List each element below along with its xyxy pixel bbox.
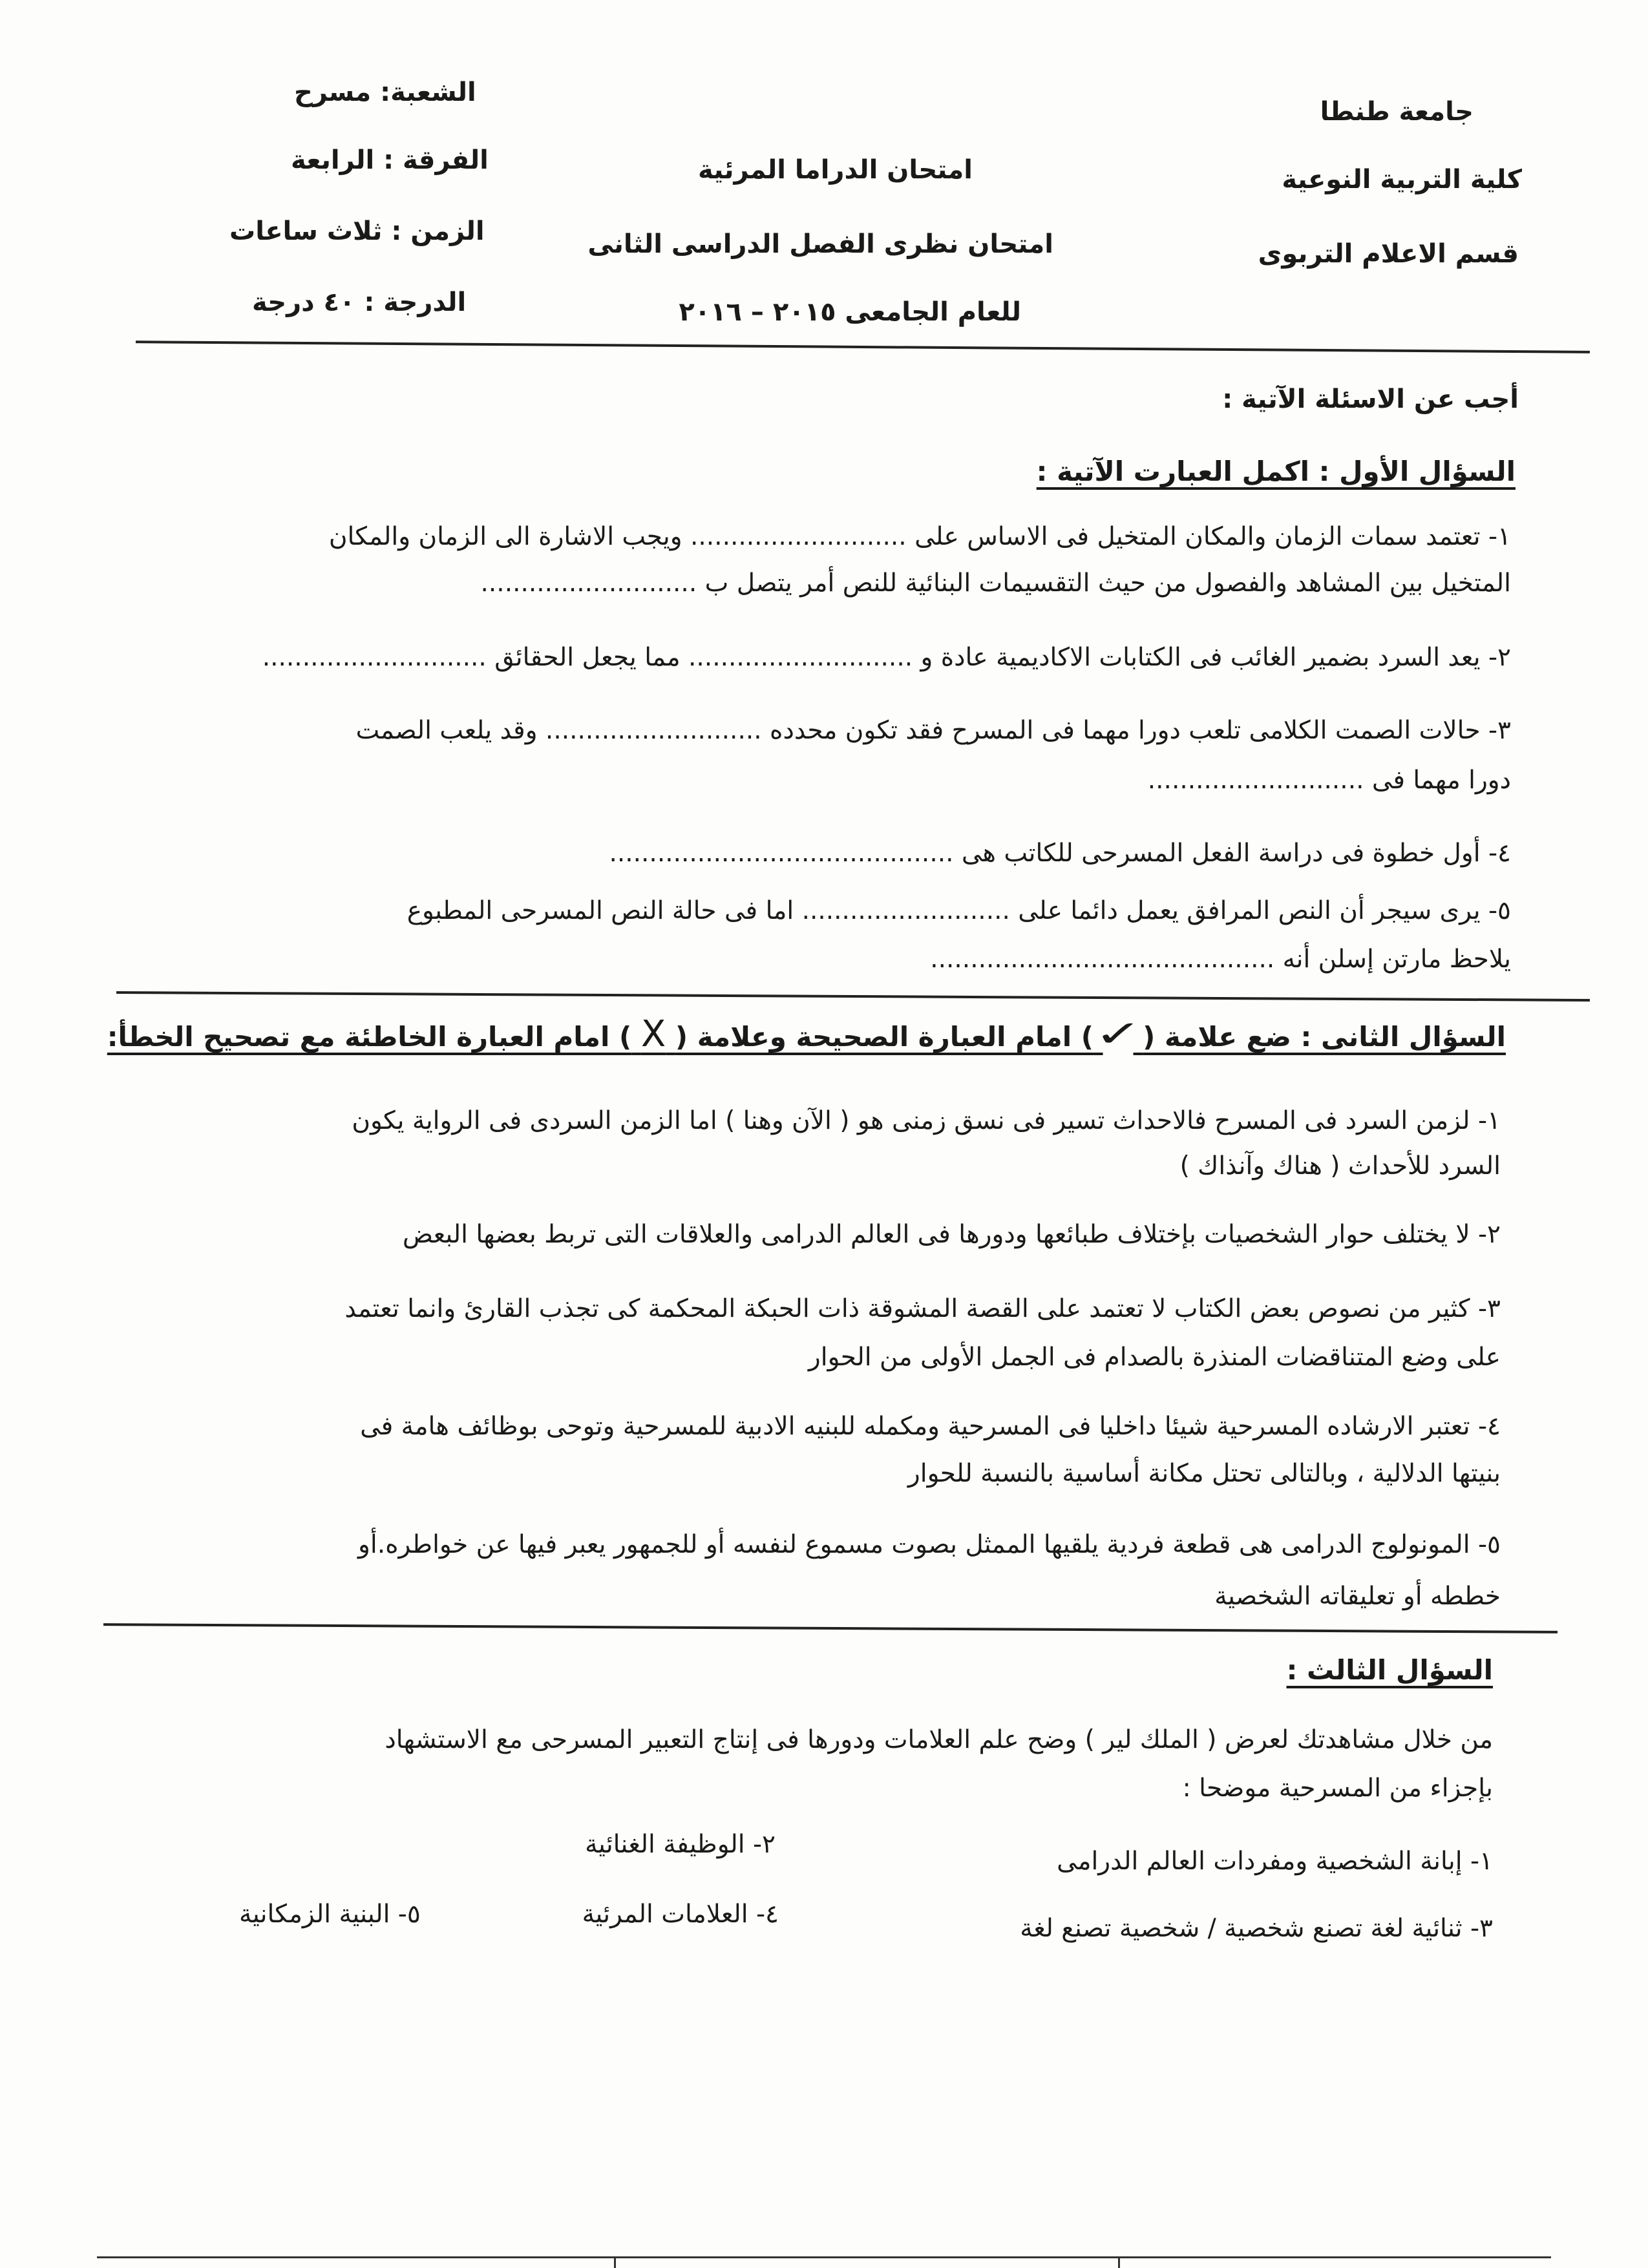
q3-prompt-line-1: من خلال مشاهدتك لعرض ( الملك لير ) وضح علم العلامات ودورها فى إنتاج التعبير المسرحى مع الاستشهاد — [385, 1725, 1493, 1754]
q2-title — [107, 1013, 1506, 1055]
q3-option-3: ٣- ثنائية لغة تصنع شخصية / شخصية تصنع لغة — [1020, 1914, 1493, 1943]
q1-item-2: ٢- يعد السرد بضمير الغائب فى الكتابات الاكاديمية عادة و ............................ مما يجعل الحقائق ............................ — [262, 643, 1511, 672]
q1-item-3-line-1: ٣- حالات الصمت الكلامى تلعب دورا مهما فى المسرح فقد تكون محدده ........................... وقد يلعب الصمت — [355, 716, 1511, 745]
q1-item-5-line-1: ٥- يرى سيجر أن النص المرافق يعمل دائما على .......................... اما فى حالة النص المسرحى المطبوع — [407, 896, 1511, 925]
q1-title: السؤال الأول : اكمل العبارت الآتية : — [1036, 456, 1516, 487]
footer-table-tick-right — [1118, 2256, 1120, 2268]
footer-table-tick-left — [614, 2256, 616, 2268]
exam-type: امتحان نظرى الفصل الدراسى الثانى — [587, 229, 1053, 259]
q2-item-3-line-2: على وضع المتناقضات المنذرة بالصدام فى الجمل الأولى من الحوار — [808, 1343, 1501, 1372]
q2-title-part-b: ) امام العبارة الصحيحة وعلامة ( — [675, 1021, 1093, 1053]
header-divider — [136, 341, 1590, 353]
level-label: الفرقة : الرابعة — [291, 145, 489, 175]
footer-table-edge — [97, 2256, 1551, 2258]
q2-item-3-line-1: ٣- كثير من نصوص بعض الكتاب لا تعتمد على القصة المشوقة ذات الحبكة المحكمة كى تجذب القارئ وانما تعتمد — [344, 1294, 1501, 1323]
q3-option-5: ٥- البنية الزمكانية — [239, 1900, 421, 1929]
x-mark-icon: X — [640, 1013, 666, 1055]
q1-divider — [116, 991, 1590, 1002]
q2-item-1-line-1: ١- لزمن السرد فى المسرح فالاحداث تسير فى نسق زمنى هو ( الآن وهنا ) اما الزمن السردى فى الرواية يكون — [352, 1106, 1501, 1135]
q2-item-5-line-1: ٥- المونولوج الدرامى هى قطعة فردية يلقيها الممثل بصوت مسموع لنفسه أو للجمهور يعبر فيها عن خواطره.أو — [358, 1530, 1501, 1559]
q3-option-1: ١- إبانة الشخصية ومفردات العالم الدرامى — [1057, 1847, 1493, 1876]
q3-option-2: ٢- الوظيفة الغنائية — [585, 1830, 776, 1859]
q1-item-4: ٤- أول خطوة فى دراسة الفعل المسرحى للكاتب هى ........................................... — [609, 839, 1511, 868]
q2-item-4-line-1: ٤- تعتبر الارشاده المسرحية شيئا داخليا فى المسرحية ومكمله للبنيه الادبية للمسرحية وتوحى بوظائف هامة فى — [360, 1412, 1501, 1441]
q3-title: السؤال الثالث : — [1286, 1654, 1493, 1686]
grade-label: الدرجة : ٤٠ درجة — [252, 288, 467, 317]
q2-title-part-c: ) امام العبارة الخاطئة مع تصحيح الخطأ: — [107, 1021, 632, 1053]
q2-divider — [103, 1623, 1558, 1633]
q2-title-part-a: السؤال الثانى : ضع علامة ( — [1143, 1021, 1506, 1053]
faculty-name: كلية التربية النوعية — [1282, 165, 1522, 194]
university-name: جامعة طنطا — [1320, 97, 1474, 127]
q1-item-1-line-1: ١- تعتمد سمات الزمان والمكان المتخيل فى الاساس على ........................... ويجب الاشارة الى الزمان والمكان — [328, 522, 1511, 551]
academic-year: للعام الجامعى ٢٠١٥ – ٢٠١٦ — [679, 297, 1021, 327]
q3-option-4: ٤- العلامات المرئية — [582, 1900, 779, 1929]
check-mark-icon: ✓ — [1093, 1013, 1143, 1055]
q1-item-1-line-2: المتخيل بين المشاهد والفصول من حيث التقسيمات البنائية للنص أمر يتصل ب ........................... — [480, 569, 1511, 598]
exam-title: امتحان الدراما المرئية — [697, 155, 973, 185]
q2-item-1-line-2: السرد للأحداث ( هناك وآنذاك ) — [1179, 1151, 1501, 1181]
division-label: الشعبة: مسرح — [294, 78, 476, 107]
q2-item-5-line-2: خططه أو تعليقاته الشخصية — [1214, 1582, 1501, 1611]
q1-item-5-line-2: يلاحظ مارتن إسلن أنه ........................................... — [930, 945, 1511, 974]
general-instruction: أجب عن الاسئلة الآتية : — [1222, 384, 1519, 414]
q3-prompt-line-2: بإجزاء من المسرحية موضحا : — [1182, 1774, 1493, 1803]
duration-label: الزمن : ثلاث ساعات — [229, 216, 485, 246]
q1-item-3-line-2: دورا مهما فى ........................... — [1147, 766, 1511, 795]
q2-item-4-line-2: بنيتها الدلالية ، وبالتالى تحتل مكانة أساسية بالنسبة للحوار — [907, 1459, 1501, 1488]
department-name: قسم الاعلام التربوى — [1258, 239, 1519, 269]
q2-item-2: ٢- لا يختلف حوار الشخصيات بإختلاف طبائعها ودورها فى العالم الدرامى والعلاقات التى تربط بعضها البعض — [402, 1220, 1501, 1249]
